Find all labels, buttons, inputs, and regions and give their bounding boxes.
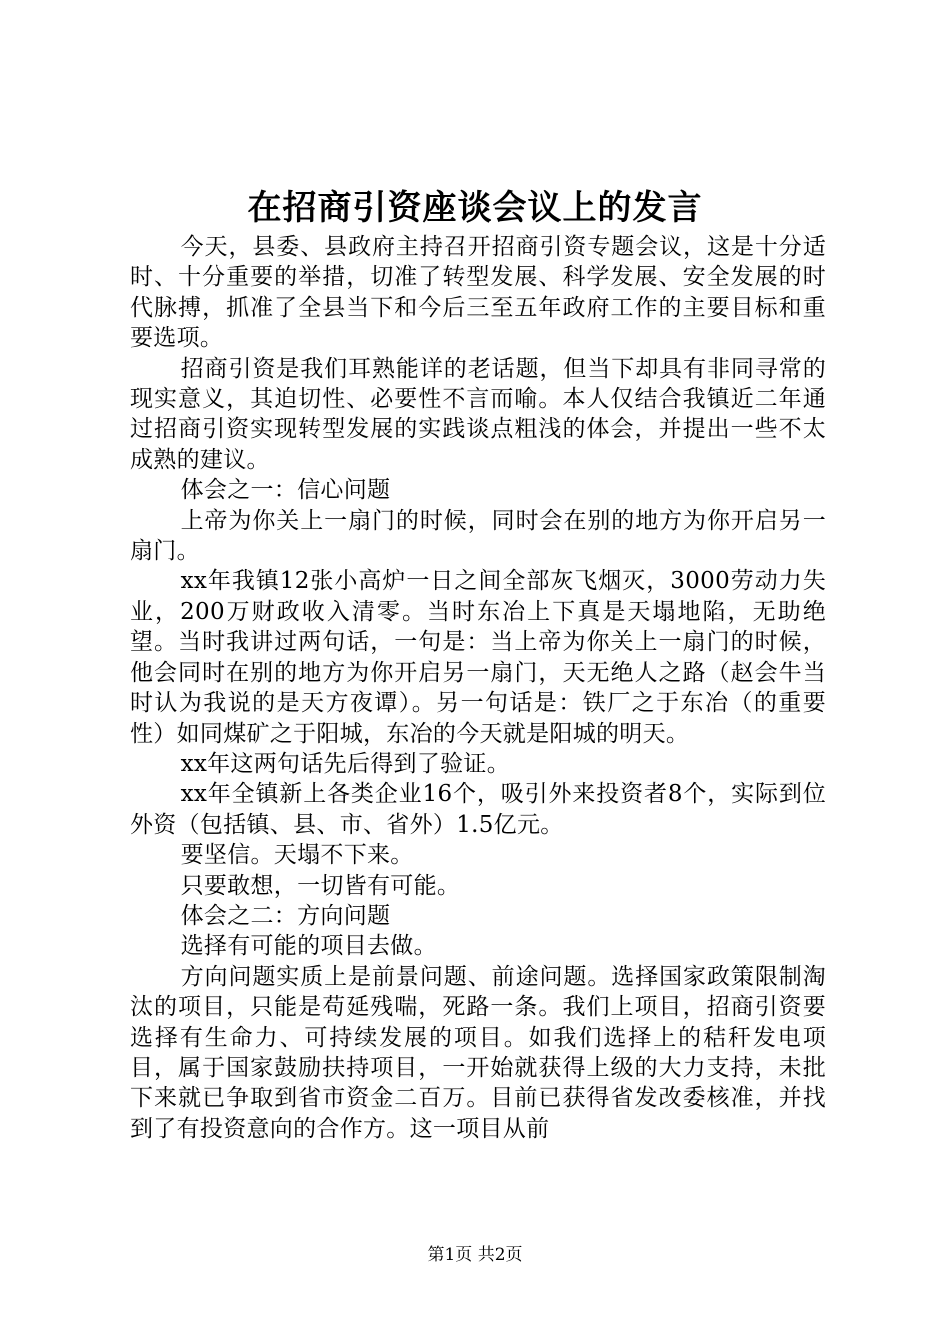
paragraph: xx年我镇12张小高炉一日之间全部灰飞烟灭，3000劳动力失业，200万财政收入清零。当时东冶上下真是天塌地陷，无助绝望。当时我讲过两句话，一句是：当上帝为你关上一扇门的时候，他会同时在别的地方为你开启另一扇门，天无绝人之路（赵会牛当时认为我说的是天方夜谭）。另一句话是：铁厂之于东冶（的重要性）如同煤矿之于阳城，东冶的今天就是阳城的明天。 xyxy=(130,568,826,747)
paragraph: 今天，县委、县政府主持召开招商引资专题会议，这是十分适时、十分重要的举措，切准了转型发展、科学发展、安全发展的时代脉搏，抓准了全县当下和今后三至五年政府工作的主要目标和重要选项。 xyxy=(130,234,826,352)
paragraph: 方向问题实质上是前景问题、前途问题。选择国家政策限制淘汰的项目，只能是苟延残喘，死路一条。我们上项目，招商引资要选择有生命力、可持续发展的项目。如我们选择上的秸秆发电项目，属于国家鼓励扶持项目，一开始就获得上级的大力支持，未批下来就已争取到省市资金二百万。目前已获得省发改委核准，并找到了有投资意向的合作方。这一项目从前 xyxy=(130,963,826,1142)
paragraph: xx年这两句话先后得到了验证。 xyxy=(180,750,511,777)
paragraph: 招商引资是我们耳熟能详的老话题，但当下却具有非同寻常的现实意义，其迫切性、必要性不言而喻。本人仅结合我镇近二年通过招商引资实现转型发展的实践谈点粗浅的体会，并提出一些不太成熟的建议。 xyxy=(130,355,826,473)
paragraph: 选择有可能的项目去做。 xyxy=(180,933,437,960)
document-body xyxy=(130,232,826,1144)
paragraph: 上帝为你关上一扇门的时候，同时会在别的地方为你开启另一扇门。 xyxy=(130,507,826,565)
section-heading: 体会之一：信心问题 xyxy=(180,477,391,504)
paragraph: 只要敢想，一切皆有可能。 xyxy=(180,872,461,899)
section-heading: 体会之二：方向问题 xyxy=(180,902,391,929)
paragraph: 要坚信。天塌不下来。 xyxy=(180,842,414,869)
paragraph: xx年全镇新上各类企业16个，吸引外来投资者8个，实际到位外资（包括镇、县、市、省外）1.5亿元。 xyxy=(130,781,826,838)
page-number: 第1页 共2页 xyxy=(427,1245,523,1265)
document-title: 在招商引资座谈会议上的发言 xyxy=(247,188,703,228)
